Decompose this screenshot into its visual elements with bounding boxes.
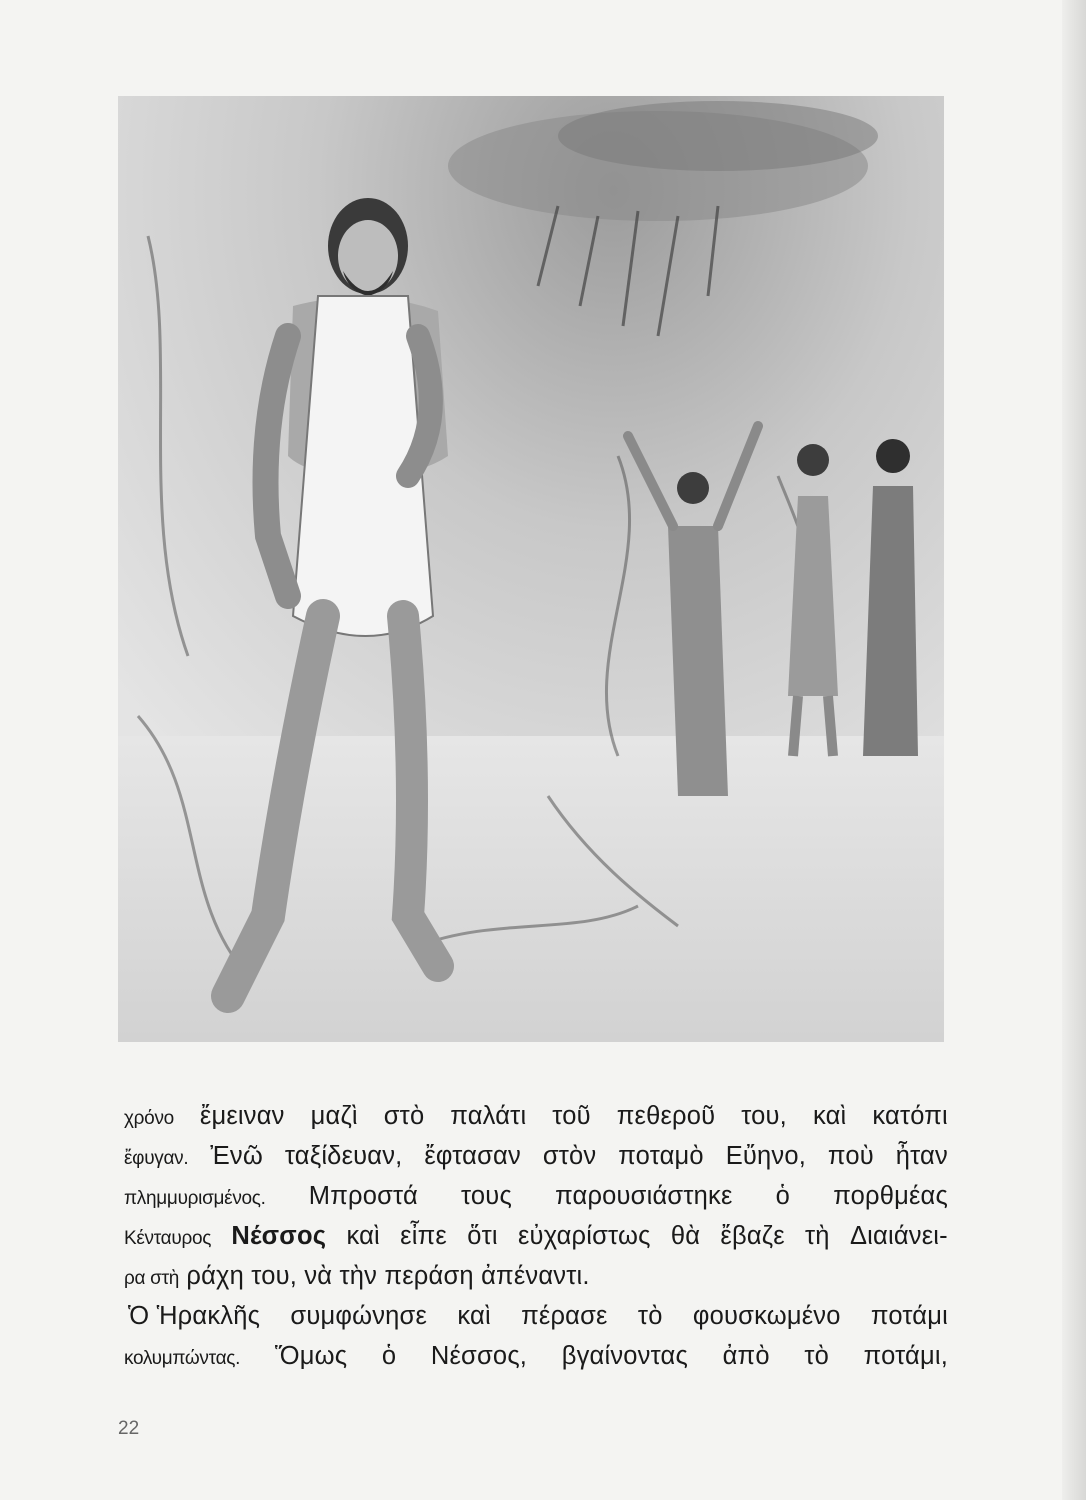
word: ράχη [186,1262,244,1290]
word: ἀπέναντι. [481,1262,590,1290]
line-lead: κολυμπώντας. [124,1348,241,1369]
word: ποτάμι [870,1302,948,1330]
word: νὰ [304,1262,333,1290]
word: καὶ [457,1302,491,1330]
text-line-5 [124,1256,948,1296]
name-nessos: Νέσσος [231,1222,327,1250]
text-line-3 [124,1176,948,1216]
word: ἀπὸ [722,1342,770,1370]
word: τὴ [805,1222,830,1250]
line-lead: Κένταυρος [124,1228,212,1249]
word: ποταμὸ [618,1142,704,1170]
word: του, [251,1262,298,1290]
body-text [124,1096,948,1376]
text-line-2 [124,1136,948,1176]
word: παρουσιάστηκε [555,1182,733,1210]
word: Εὔηνο, [725,1142,807,1170]
word: στὸν [542,1142,597,1170]
word: ἔμειναν [199,1102,285,1130]
word: Ἐνῶ [210,1142,263,1170]
word: θὰ [670,1222,701,1250]
word: μαζὶ [310,1102,358,1130]
text-line-6 [124,1296,948,1336]
word: συμφώνησε [290,1302,428,1330]
word: στὸ [383,1102,425,1130]
illustration-drawing [118,96,944,1042]
word: εὐχαρίστως [517,1222,651,1250]
word: ἔβαζε [720,1222,785,1250]
word: καὶ [346,1222,380,1250]
line-lead: ρα στὴ [124,1268,180,1289]
word: ὅτι [467,1222,498,1250]
word: πορθμέας [833,1182,948,1210]
word: παλάτι [450,1102,527,1130]
word: καὶ [812,1102,847,1130]
word: φουσκωμένο [692,1302,841,1330]
word: ποτάμι, [863,1342,948,1370]
text-line-4 [124,1216,948,1256]
word: ὁ [381,1342,397,1370]
word: Διαιάνει- [849,1222,948,1250]
word: του, [741,1102,787,1130]
word: ποὺ [827,1142,874,1170]
word: βγαίνοντας [561,1342,688,1370]
page-edge [1062,0,1086,1500]
word: κατόπι [872,1102,948,1130]
word: εἶπε [400,1222,447,1250]
word: Ὁ Ἡρακλῆς [128,1302,261,1330]
word: Νέσσος, [430,1342,528,1370]
word: ἦταν [895,1142,948,1170]
word: τοῦ [552,1102,591,1130]
word: ἔφτασαν [424,1142,521,1170]
text-line-7 [124,1336,948,1376]
word: πέρασε [521,1302,608,1330]
line-lead: πλημμυρισμένος. [124,1188,266,1209]
word: τους [461,1182,512,1210]
word: Ὅμως [274,1342,348,1370]
word: Μπροστά [308,1182,418,1210]
line-lead: ἔφυγαν. [124,1148,189,1169]
word: περάση [384,1262,474,1290]
text-line-1 [124,1096,948,1136]
word: τὸ [804,1342,830,1370]
line-lead: χρόνο [124,1108,174,1129]
word: ὁ [775,1182,791,1210]
word: τὴν [339,1262,378,1290]
page-number: 22 [118,1418,140,1439]
illustration-heracles [118,96,944,1042]
word: πεθεροῦ [616,1102,716,1130]
word: ταξίδευαν, [284,1142,403,1170]
word: τὸ [637,1302,663,1330]
